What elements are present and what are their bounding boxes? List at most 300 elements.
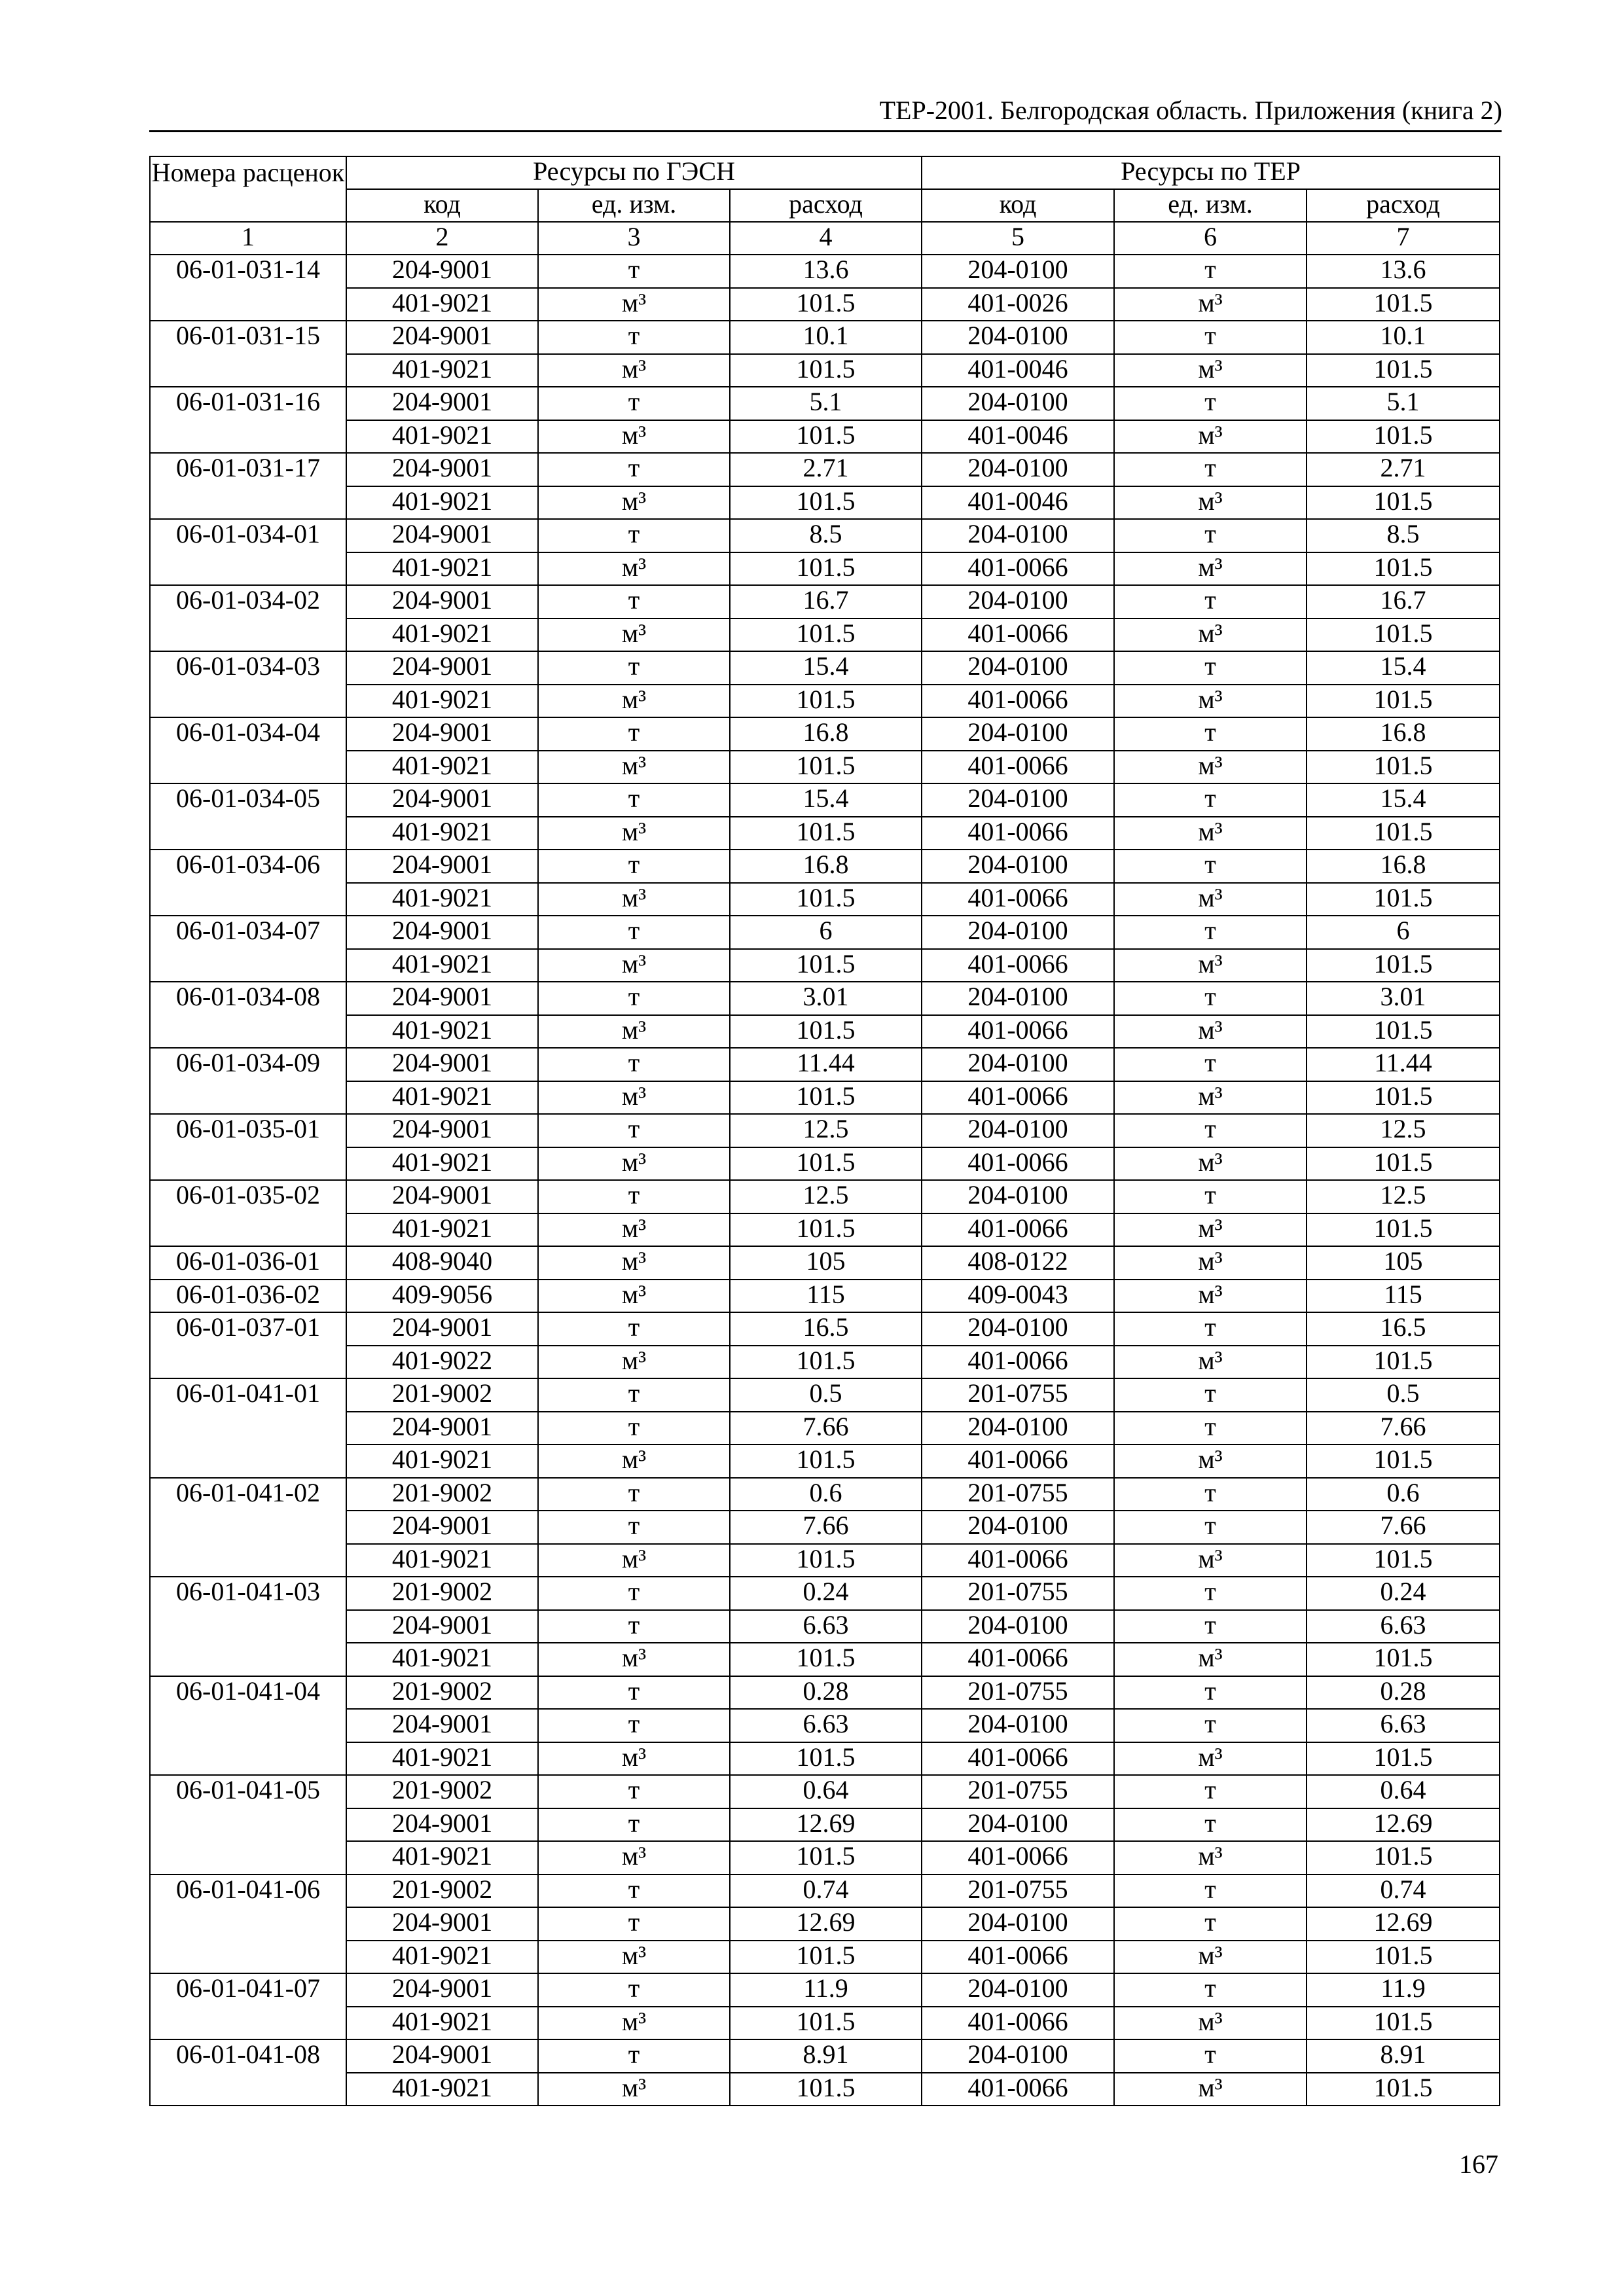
ter-code-cell: 401-0066 [922,817,1114,850]
ter-code-header: код [922,189,1114,222]
ter-code-cell: 401-0066 [922,2007,1114,2040]
rate-number-cell: 06-01-031-14 [150,255,346,321]
gesn-consumption-cell: 101.5 [730,1941,922,1974]
ter-consumption-cell: 101.5 [1307,1015,1500,1049]
column-number: 6 [1114,222,1307,255]
gesn-unit-cell: т [538,1874,730,1908]
gesn-unit-cell: т [538,1511,730,1544]
ter-unit-cell: т [1114,1312,1307,1346]
rate-number-cell: 06-01-034-08 [150,982,346,1048]
ter-code-cell: 204-0100 [922,1312,1114,1346]
ter-consumption-cell: 101.5 [1307,1643,1500,1676]
gesn-consumption-cell: 12.69 [730,1808,922,1842]
table-row [150,255,1500,288]
table-row [150,883,1500,916]
gesn-unit-cell: т [538,1114,730,1147]
gesn-unit-cell: т [538,519,730,552]
gesn-consumption-cell: 0.5 [730,1378,922,1412]
table-row [150,519,1500,552]
ter-unit-cell: т [1114,585,1307,619]
ter-code-cell: 401-0066 [922,1015,1114,1049]
gesn-unit-cell: м³ [538,1544,730,1577]
ter-unit-cell: м³ [1114,1941,1307,1974]
gesn-consumption-cell: 101.5 [730,1015,922,1049]
gesn-unit-cell: т [538,1676,730,1710]
ter-unit-cell: м³ [1114,685,1307,718]
table-row [150,1114,1500,1147]
gesn-code-cell: 401-9021 [346,1147,538,1181]
ter-unit-cell: м³ [1114,1742,1307,1776]
gesn-unit-cell: м³ [538,685,730,718]
ter-consumption-cell: 0.6 [1307,1478,1500,1511]
gesn-unit-cell: м³ [538,2073,730,2106]
ter-consumption-cell: 105 [1307,1246,1500,1280]
gesn-consumption-cell: 12.5 [730,1114,922,1147]
gesn-code-cell: 204-9001 [346,982,538,1015]
gesn-consumption-cell: 3.01 [730,982,922,1015]
table-row [150,1412,1500,1445]
gesn-code-cell: 204-9001 [346,850,538,883]
gesn-consumption-cell: 16.8 [730,850,922,883]
gesn-unit-cell: м³ [538,1081,730,1115]
rate-number-cell: 06-01-036-01 [150,1246,346,1280]
gesn-unit-cell: м³ [538,1742,730,1776]
gesn-code-cell: 401-9021 [346,619,538,652]
ter-code-cell: 401-0066 [922,1941,1114,1974]
gesn-code-cell: 401-9021 [346,1081,538,1115]
ter-consumption-cell: 101.5 [1307,619,1500,652]
ter-unit-cell: м³ [1114,1081,1307,1115]
table-row [150,1048,1500,1081]
gesn-code-cell: 204-9001 [346,651,538,685]
ter-consumption-cell: 101.5 [1307,354,1500,387]
ter-consumption-cell: 101.5 [1307,552,1500,586]
table-row [150,1346,1500,1379]
gesn-consumption-cell: 15.4 [730,783,922,817]
gesn-code-cell: 408-9040 [346,1246,538,1280]
ter-code-cell: 204-0100 [922,783,1114,817]
ter-consumption-cell: 101.5 [1307,1147,1500,1181]
ter-consumption-cell: 101.5 [1307,288,1500,321]
table-row [150,1180,1500,1213]
ter-unit-cell: т [1114,1709,1307,1742]
rate-number-cell: 06-01-034-09 [150,1048,346,1114]
table-row [150,1742,1500,1776]
ter-consumption-cell: 101.5 [1307,1444,1500,1478]
gesn-code-cell: 204-9001 [346,1973,538,2007]
gesn-consumption-cell: 101.5 [730,685,922,718]
gesn-unit-cell: т [538,1478,730,1511]
gesn-code-cell: 204-9001 [346,1709,538,1742]
ter-consumption-cell: 101.5 [1307,1941,1500,1974]
ter-code-cell: 401-0066 [922,1147,1114,1181]
rate-number-cell: 06-01-036-02 [150,1280,346,1313]
gesn-consumption-cell: 115 [730,1280,922,1313]
ter-code-cell: 401-0066 [922,1081,1114,1115]
rate-number-cell: 06-01-037-01 [150,1312,346,1378]
ter-code-cell: 401-0066 [922,1643,1114,1676]
gesn-code-cell: 204-9001 [346,1610,538,1643]
gesn-consumption-cell: 16.7 [730,585,922,619]
gesn-code-cell: 401-9021 [346,1941,538,1974]
table-row [150,783,1500,817]
gesn-unit-cell: т [538,453,730,486]
ter-consumption-cell: 12.5 [1307,1114,1500,1147]
gesn-consumption-cell: 12.5 [730,1180,922,1213]
ter-consumption-cell: 101.5 [1307,1544,1500,1577]
gesn-unit-cell: т [538,982,730,1015]
rate-number-cell: 06-01-034-01 [150,519,346,585]
ter-consumption-cell: 101.5 [1307,685,1500,718]
gesn-code-cell: 204-9001 [346,1312,538,1346]
table-row [150,717,1500,751]
gesn-consumption-cell: 101.5 [730,1742,922,1776]
ter-unit-cell: м³ [1114,354,1307,387]
rate-number-cell: 06-01-031-16 [150,387,346,453]
gesn-consumption-cell: 7.66 [730,1511,922,1544]
gesn-consumption-cell: 101.5 [730,420,922,454]
ter-code-cell: 401-0066 [922,2073,1114,2106]
gesn-consumption-cell: 101.5 [730,1643,922,1676]
rate-number-cell: 06-01-034-03 [150,651,346,717]
gesn-consumption-cell: 101.5 [730,1213,922,1247]
gesn-unit-cell: т [538,1577,730,1610]
ter-unit-cell: т [1114,1775,1307,1808]
gesn-unit-cell: т [538,1775,730,1808]
rate-number-cell: 06-01-041-07 [150,1973,346,2039]
gesn-code-cell: 204-9001 [346,255,538,288]
rate-number-cell: 06-01-041-05 [150,1775,346,1874]
gesn-unit-cell: т [538,1378,730,1412]
ter-unit-cell: т [1114,1973,1307,2007]
column-number: 1 [150,222,346,255]
gesn-code-cell: 401-9021 [346,1444,538,1478]
ter-consumption-cell: 12.69 [1307,1907,1500,1941]
ter-unit-cell: т [1114,453,1307,486]
gesn-consumption-cell: 6.63 [730,1610,922,1643]
table-head-row-groups [150,156,1500,189]
ter-code-cell: 204-0100 [922,321,1114,354]
gesn-consumption-cell: 101.5 [730,354,922,387]
rate-number-cell: 06-01-034-02 [150,585,346,651]
gesn-unit-cell: т [538,1973,730,2007]
gesn-consumption-cell: 12.69 [730,1907,922,1941]
ter-code-cell: 401-0066 [922,619,1114,652]
ter-unit-cell: м³ [1114,817,1307,850]
gesn-unit-cell: т [538,1709,730,1742]
gesn-code-cell: 401-9021 [346,883,538,916]
gesn-code-header: код [346,189,538,222]
ter-code-cell: 204-0100 [922,387,1114,420]
ter-code-cell: 204-0100 [922,1048,1114,1081]
ter-code-cell: 204-0100 [922,982,1114,1015]
gesn-consumption-cell: 101.5 [730,288,922,321]
table-row [150,1577,1500,1610]
gesn-unit-cell: м³ [538,1280,730,1313]
gesn-consumption-header: расход [730,189,922,222]
ter-consumption-cell: 6.63 [1307,1709,1500,1742]
gesn-unit-cell: м³ [538,2007,730,2040]
ter-unit-cell: м³ [1114,1444,1307,1478]
gesn-consumption-cell: 101.5 [730,552,922,586]
ter-unit-cell: м³ [1114,1346,1307,1379]
table-head-row-numbers [150,222,1500,255]
rate-number-cell: 06-01-041-08 [150,2039,346,2106]
column-number: 2 [346,222,538,255]
gesn-consumption-cell: 6 [730,916,922,949]
gesn-consumption-cell: 0.64 [730,1775,922,1808]
ter-unit-cell: т [1114,387,1307,420]
gesn-code-cell: 201-9002 [346,1478,538,1511]
gesn-code-cell: 401-9021 [346,354,538,387]
resources-table [149,156,1500,2106]
gesn-unit-cell: м³ [538,1246,730,1280]
gesn-consumption-cell: 8.5 [730,519,922,552]
ter-code-cell: 401-0066 [922,1346,1114,1379]
gesn-code-cell: 204-9001 [346,519,538,552]
ter-code-cell: 204-0100 [922,2039,1114,2073]
ter-code-cell: 204-0100 [922,651,1114,685]
gesn-unit-cell: т [538,387,730,420]
ter-code-cell: 204-0100 [922,850,1114,883]
table-row [150,1147,1500,1181]
gesn-code-cell: 401-9021 [346,2073,538,2106]
ter-consumption-cell: 13.6 [1307,255,1500,288]
ter-consumption-cell: 6 [1307,916,1500,949]
gesn-unit-cell: т [538,783,730,817]
ter-code-cell: 401-0046 [922,354,1114,387]
ter-code-cell: 401-0026 [922,288,1114,321]
ter-unit-cell: м³ [1114,1015,1307,1049]
gesn-consumption-cell: 105 [730,1246,922,1280]
ter-unit-cell: м³ [1114,1246,1307,1280]
gesn-code-cell: 204-9001 [346,1180,538,1213]
ter-consumption-cell: 101.5 [1307,2073,1500,2106]
table-row [150,486,1500,520]
ter-code-cell: 201-0755 [922,1378,1114,1412]
gesn-unit-cell: м³ [538,817,730,850]
gesn-consumption-cell: 7.66 [730,1412,922,1445]
gesn-consumption-cell: 101.5 [730,1444,922,1478]
ter-unit-cell: м³ [1114,486,1307,520]
table-row [150,288,1500,321]
ter-consumption-cell: 101.5 [1307,1346,1500,1379]
gesn-code-cell: 401-9021 [346,1742,538,1776]
gesn-consumption-cell: 101.5 [730,949,922,982]
gesn-unit-cell: м³ [538,1015,730,1049]
ter-consumption-cell: 0.24 [1307,1577,1500,1610]
gesn-code-cell: 201-9002 [346,1577,538,1610]
ter-unit-cell: т [1114,1610,1307,1643]
gesn-unit-cell: м³ [538,486,730,520]
ter-code-cell: 401-0066 [922,1213,1114,1247]
ter-code-cell: 401-0046 [922,420,1114,454]
ter-consumption-cell: 101.5 [1307,1213,1500,1247]
gesn-unit-cell: м³ [538,619,730,652]
ter-consumption-cell: 101.5 [1307,817,1500,850]
ter-consumption-cell: 101.5 [1307,1081,1500,1115]
gesn-consumption-cell: 101.5 [730,2007,922,2040]
gesn-consumption-cell: 16.8 [730,717,922,751]
table-row [150,1676,1500,1710]
table-row [150,685,1500,718]
gesn-unit-cell: т [538,1808,730,1842]
gesn-consumption-cell: 101.5 [730,619,922,652]
gesn-unit-cell: м³ [538,1941,730,1974]
ter-unit-cell: т [1114,1114,1307,1147]
table-row [150,1444,1500,1478]
gesn-code-cell: 204-9001 [346,1907,538,1941]
ter-code-cell: 204-0100 [922,1412,1114,1445]
gesn-consumption-cell: 11.44 [730,1048,922,1081]
gesn-code-cell: 204-9001 [346,783,538,817]
ter-unit-cell: м³ [1114,1147,1307,1181]
table-row [150,850,1500,883]
table-row [150,1378,1500,1412]
gesn-unit-cell: м³ [538,883,730,916]
ter-unit-cell: м³ [1114,1544,1307,1577]
rate-number-cell: 06-01-041-02 [150,1478,346,1577]
gesn-code-cell: 201-9002 [346,1378,538,1412]
ter-unit-cell: т [1114,783,1307,817]
gesn-unit-cell: м³ [538,420,730,454]
gesn-code-cell: 201-9002 [346,1874,538,1908]
column-number: 7 [1307,222,1500,255]
gesn-unit-cell: м³ [538,949,730,982]
table-row [150,651,1500,685]
ter-unit-cell: т [1114,1412,1307,1445]
table-row [150,751,1500,784]
ter-unit-cell: т [1114,717,1307,751]
gesn-code-cell: 401-9021 [346,1213,538,1247]
table-row [150,1907,1500,1941]
ter-consumption-cell: 0.28 [1307,1676,1500,1710]
ter-unit-cell: т [1114,2039,1307,2073]
ter-code-cell: 204-0100 [922,916,1114,949]
ter-code-cell: 401-0066 [922,883,1114,916]
gesn-code-cell: 401-9021 [346,817,538,850]
gesn-unit-cell: т [538,321,730,354]
gesn-code-cell: 401-9021 [346,288,538,321]
ter-consumption-cell: 7.66 [1307,1412,1500,1445]
ter-consumption-cell: 8.91 [1307,2039,1500,2073]
ter-consumption-header: расход [1307,189,1500,222]
gesn-unit-cell: т [538,717,730,751]
table-row [150,1973,1500,2007]
ter-unit-cell: т [1114,321,1307,354]
rate-number-cell: 06-01-034-06 [150,850,346,916]
gesn-unit-cell: м³ [538,1444,730,1478]
column-number: 3 [538,222,730,255]
gesn-consumption-cell: 10.1 [730,321,922,354]
table-row [150,1610,1500,1643]
gesn-code-cell: 204-9001 [346,321,538,354]
table-row [150,453,1500,486]
gesn-unit-cell: т [538,651,730,685]
table-row [150,982,1500,1015]
header-rule [149,130,1502,132]
gesn-code-cell: 204-9001 [346,1114,538,1147]
rate-number-cell: 06-01-035-01 [150,1114,346,1180]
ter-consumption-cell: 15.4 [1307,783,1500,817]
table-row [150,1874,1500,1908]
gesn-unit-cell: м³ [538,1643,730,1676]
ter-code-cell: 204-0100 [922,1610,1114,1643]
gesn-unit-cell: м³ [538,751,730,784]
gesn-consumption-cell: 101.5 [730,1147,922,1181]
gesn-code-cell: 401-9021 [346,2007,538,2040]
ter-consumption-cell: 11.44 [1307,1048,1500,1081]
ter-consumption-cell: 6.63 [1307,1610,1500,1643]
ter-unit-cell: т [1114,255,1307,288]
table-row [150,2039,1500,2073]
ter-consumption-cell: 8.5 [1307,519,1500,552]
ter-consumption-cell: 101.5 [1307,486,1500,520]
ter-code-cell: 204-0100 [922,1973,1114,2007]
table-row [150,1841,1500,1874]
ter-consumption-cell: 12.69 [1307,1808,1500,1842]
gesn-code-cell: 204-9001 [346,1511,538,1544]
gesn-code-cell: 401-9021 [346,552,538,586]
ter-unit-cell: т [1114,1577,1307,1610]
gesn-code-cell: 201-9002 [346,1676,538,1710]
gesn-code-cell: 204-9001 [346,453,538,486]
rate-number-cell: 06-01-031-17 [150,453,346,519]
ter-unit-cell: т [1114,1511,1307,1544]
ter-code-cell: 201-0755 [922,1478,1114,1511]
gesn-unit-cell: т [538,585,730,619]
ter-code-cell: 401-0066 [922,949,1114,982]
table-row [150,1775,1500,1808]
gesn-unit-cell: т [538,850,730,883]
gesn-consumption-cell: 8.91 [730,2039,922,2073]
ter-unit-cell: т [1114,519,1307,552]
ter-code-cell: 401-0066 [922,1841,1114,1874]
table-row [150,1941,1500,1974]
ter-unit-cell: т [1114,1478,1307,1511]
gesn-code-cell: 204-9001 [346,717,538,751]
ter-unit-cell: т [1114,982,1307,1015]
ter-code-cell: 409-0043 [922,1280,1114,1313]
gesn-consumption-cell: 101.5 [730,817,922,850]
gesn-unit-cell: т [538,1412,730,1445]
gesn-resources-header: Ресурсы по ГЭСН [346,156,922,189]
gesn-unit-cell: м³ [538,1147,730,1181]
gesn-unit-cell: м³ [538,288,730,321]
ter-unit-cell: м³ [1114,288,1307,321]
ter-code-cell: 401-0066 [922,1444,1114,1478]
table-row [150,916,1500,949]
table-row [150,1643,1500,1676]
gesn-code-cell: 401-9021 [346,1841,538,1874]
rate-number-cell: 06-01-035-02 [150,1180,346,1246]
rate-number-cell: 06-01-034-07 [150,916,346,982]
ter-unit-cell: т [1114,1378,1307,1412]
table-row [150,1213,1500,1247]
ter-consumption-cell: 16.7 [1307,585,1500,619]
ter-code-cell: 204-0100 [922,1511,1114,1544]
gesn-code-cell: 401-9021 [346,751,538,784]
ter-code-cell: 201-0755 [922,1577,1114,1610]
ter-code-cell: 204-0100 [922,519,1114,552]
ter-unit-cell: м³ [1114,1280,1307,1313]
gesn-consumption-cell: 5.1 [730,387,922,420]
rate-number-cell: 06-01-034-04 [150,717,346,783]
gesn-unit-cell: т [538,2039,730,2073]
gesn-unit-cell: т [538,255,730,288]
gesn-consumption-cell: 2.71 [730,453,922,486]
gesn-unit-cell: т [538,1180,730,1213]
